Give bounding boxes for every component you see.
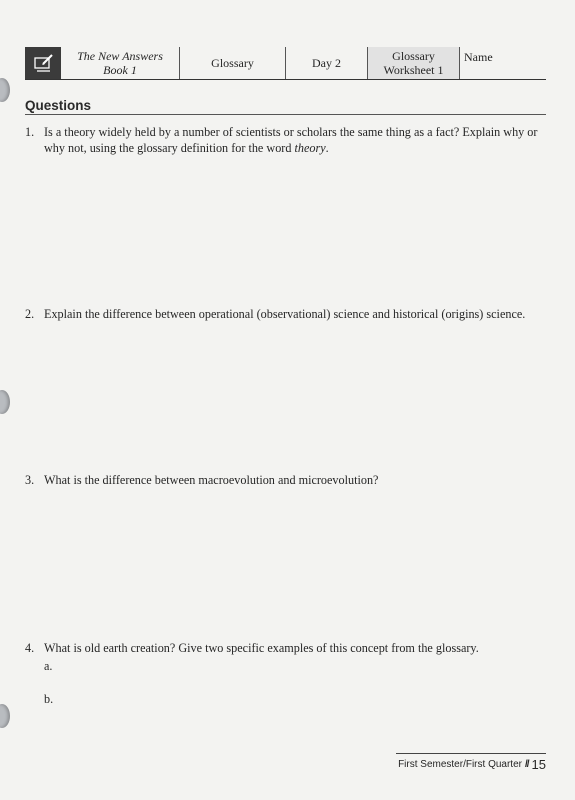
worksheet-header	[25, 47, 546, 80]
book-title-line2: Book 1	[103, 63, 137, 77]
section-title: Questions	[25, 98, 546, 115]
question-text: What is old earth creation? Give two specific examples of this concept from the glossary.	[44, 641, 479, 655]
topic-cell: Glossary	[180, 47, 286, 79]
footer-label: First Semester/First Quarter	[398, 759, 522, 770]
sub-item-a: a.	[44, 659, 53, 673]
question-number: 2.	[25, 307, 35, 321]
question-text: What is the difference between macroevolution and microevolution?	[44, 473, 379, 487]
footer-slashes: //	[524, 759, 529, 770]
question-text: Explain the difference between operational (observational) science and historical (origins) science.	[44, 307, 526, 321]
day-cell: Day 2	[286, 47, 368, 79]
book-title-cell	[61, 47, 180, 79]
name-label: Name	[464, 50, 493, 64]
binder-hole	[0, 78, 10, 102]
book-title-line1: The New Answers	[77, 49, 163, 63]
sub-item-b: b.	[44, 692, 54, 706]
worksheet-line2: Worksheet 1	[383, 63, 444, 77]
page-footer	[396, 753, 546, 772]
name-field[interactable]	[460, 47, 546, 79]
question-4	[25, 640, 545, 656]
question-number: 3.	[25, 473, 35, 487]
question-3	[25, 472, 545, 488]
question-1	[25, 124, 545, 156]
question-number: 1.	[25, 125, 35, 139]
binder-hole	[0, 390, 10, 414]
question-number: 4.	[25, 641, 35, 655]
worksheet-cell	[368, 47, 460, 79]
worksheet-line1: Glossary	[392, 49, 435, 63]
page-number: 15	[531, 757, 546, 772]
question-text: Is a theory widely held by a number of scientists or scholars the same thing as a fact? Explain why or why not, using the glossary definition for the word theory.	[44, 125, 538, 155]
notebook-pencil-icon	[25, 47, 61, 79]
question-2	[25, 306, 545, 322]
binder-hole	[0, 704, 10, 728]
